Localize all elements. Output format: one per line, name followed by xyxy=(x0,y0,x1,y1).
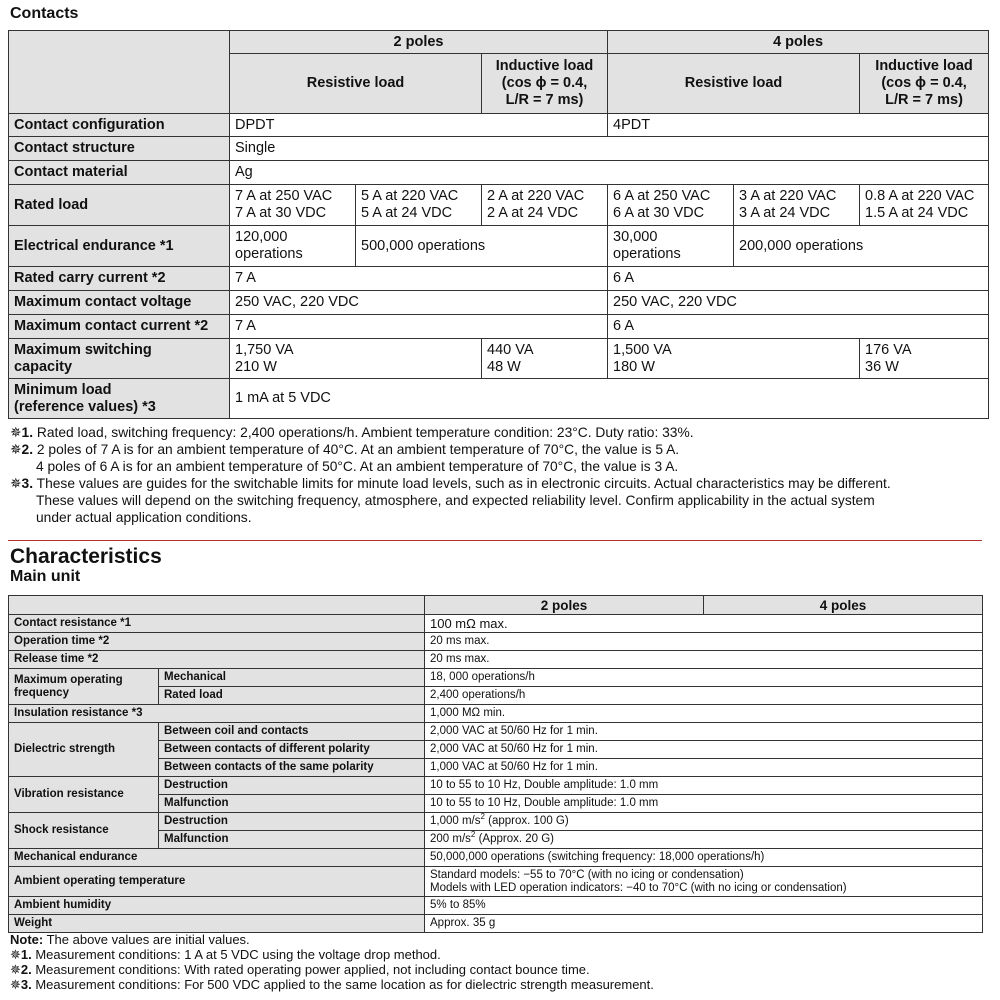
row-label: Shock resistance xyxy=(9,813,159,849)
label-line: (reference values) *3 xyxy=(14,398,156,415)
cell-value xyxy=(356,185,482,226)
header-4p-inductive xyxy=(860,54,989,114)
cell-value: Single xyxy=(230,137,989,161)
sub-label: Malfunction xyxy=(159,831,425,849)
cell-value xyxy=(425,867,983,897)
footnote-text: Measurement conditions: 1 A at 5 VDC using the voltage drop method. xyxy=(31,947,441,962)
footnote-mark: ✵3. xyxy=(10,476,34,491)
cell-line: 0.8 A at 220 VAC xyxy=(865,188,975,204)
cell-line: 3 A at 24 VDC xyxy=(739,205,831,221)
inductive-line: Inductive load xyxy=(495,58,594,74)
row-label xyxy=(9,669,159,705)
note xyxy=(10,932,995,947)
footnote-text: under actual application conditions. xyxy=(36,510,252,525)
footnote xyxy=(10,509,995,526)
cell-line: 120,000 xyxy=(235,229,288,245)
inductive-line: L/R = 7 ms) xyxy=(505,92,584,108)
footnote xyxy=(10,424,995,441)
row-label: Maximum contact voltage xyxy=(9,291,230,315)
cell-value xyxy=(425,813,983,831)
cell-value: 10 to 55 to 10 Hz, Double amplitude: 1.0 mm xyxy=(425,777,983,795)
characteristics-heading: Characteristics xyxy=(10,545,162,568)
label-line: frequency xyxy=(14,686,69,699)
cell-line: 176 VA xyxy=(865,341,912,358)
cell-line: 2 A at 24 VDC xyxy=(487,205,579,221)
main-unit-subheading: Main unit xyxy=(10,568,81,585)
label-line: Maximum operating xyxy=(14,673,123,686)
contacts-footnotes xyxy=(10,424,995,526)
sub-label: Rated load xyxy=(159,687,425,705)
header-2p-inductive xyxy=(482,54,608,114)
cell-line: 48 W xyxy=(487,358,521,375)
header-4p-resistive: Resistive load xyxy=(608,54,860,114)
cell-value: 1 mA at 5 VDC xyxy=(230,379,989,419)
cell-value: 10 to 55 to 10 Hz, Double amplitude: 1.0 mm xyxy=(425,795,983,813)
cell-line: operations xyxy=(613,246,681,262)
cell-value: 1,000 VAC at 50/60 Hz for 1 min. xyxy=(425,759,983,777)
cell-value: 20 ms max. xyxy=(425,633,983,651)
section-divider xyxy=(8,540,982,541)
footnote-mark: ✵1. xyxy=(10,947,32,962)
inductive-line: (cos ϕ = 0.4, xyxy=(501,75,588,91)
cell-line: 440 VA xyxy=(487,341,534,358)
cell-value: 20 ms max. xyxy=(425,651,983,669)
row-label: Contact resistance *1 xyxy=(9,615,425,633)
cell-value: 18, 000 operations/h xyxy=(425,669,983,687)
value-text: (Approx. 20 G) xyxy=(475,833,554,845)
inductive-line: (cos ϕ = 0.4, xyxy=(881,75,967,91)
footnote xyxy=(10,441,995,458)
footnote-text: 4 poles of 6 A is for an ambient temperature of 50°C. At an ambient temperature of 70°C, the value is 3 A. xyxy=(36,459,679,474)
footnote-text: Rated load, switching frequency: 2,400 operations/h. Ambient temperature condition: 23°C. Duty ratio: 33%. xyxy=(33,425,694,440)
cell-value: 7 A xyxy=(230,315,608,339)
inductive-line: L/R = 7 ms) xyxy=(885,92,963,108)
row-label xyxy=(9,339,230,379)
cell-value xyxy=(230,185,356,226)
cell-value xyxy=(608,339,860,379)
cell-line: 210 W xyxy=(235,358,277,375)
cell-line: 1.5 A at 24 VDC xyxy=(865,205,969,221)
sub-label: Between coil and contacts xyxy=(159,723,425,741)
row-label: Mechanical endurance xyxy=(9,849,425,867)
cell-value: 250 VAC, 220 VDC xyxy=(608,291,989,315)
row-label: Dielectric strength xyxy=(9,723,159,777)
cell-value: 200,000 operations xyxy=(734,226,989,267)
sub-label: Destruction xyxy=(159,777,425,795)
footnote xyxy=(10,475,995,492)
value-superscript: 2 xyxy=(470,830,476,840)
row-label: Release time *2 xyxy=(9,651,425,669)
cell-value: 1,000 MΩ min. xyxy=(425,705,983,723)
header-2p-resistive: Resistive load xyxy=(230,54,482,114)
row-label: Ambient operating temperature xyxy=(9,867,425,897)
header-4-poles: 4 poles xyxy=(608,31,989,54)
cell-line: 7 A at 30 VDC xyxy=(235,205,327,221)
cell-value: Ag xyxy=(230,161,989,185)
header-2-poles: 2 poles xyxy=(425,596,704,615)
footnote-mark: ✵1. xyxy=(10,425,34,440)
cell-value: Approx. 35 g xyxy=(425,915,983,933)
cell-line: Models with LED operation indicators: −40 to 70°C (with no icing or condensation) xyxy=(430,881,847,894)
cell-line: 3 A at 220 VAC xyxy=(739,188,837,204)
characteristics-footnotes xyxy=(10,932,995,992)
sub-label: Between contacts of the same polarity xyxy=(159,759,425,777)
note-mark: Note: xyxy=(10,932,44,947)
cell-line: 6 A at 30 VDC xyxy=(613,205,705,221)
row-label: Contact structure xyxy=(9,137,230,161)
row-label: Rated load xyxy=(9,185,230,226)
cell-value xyxy=(482,339,608,379)
footnote-text: These values will depend on the switching frequency, atmosphere, and expected reliability level. Confirm applicability in the actual system xyxy=(36,493,875,508)
cell-value: 5% to 85% xyxy=(425,897,983,915)
row-label xyxy=(9,379,230,419)
cell-line: operations xyxy=(235,246,303,262)
sub-label: Mechanical xyxy=(159,669,425,687)
footnote-mark: ✵3. xyxy=(10,977,32,992)
cell-value xyxy=(425,831,983,849)
cell-value xyxy=(860,339,989,379)
row-label: Contact material xyxy=(9,161,230,185)
cell-line: 30,000 xyxy=(613,229,658,245)
cell-value: 100 mΩ max. xyxy=(425,615,983,633)
value-text: (approx. 100 G) xyxy=(484,815,569,827)
label-line: Maximum switching xyxy=(14,341,152,358)
label-line: Minimum load xyxy=(14,381,112,398)
cell-value: 6 A xyxy=(608,315,989,339)
cell-value xyxy=(860,185,989,226)
row-label: Rated carry current *2 xyxy=(9,267,230,291)
contacts-table xyxy=(8,30,989,419)
footnote xyxy=(10,458,995,475)
row-label: Vibration resistance xyxy=(9,777,159,813)
cell-value: 500,000 operations xyxy=(356,226,608,267)
footnote xyxy=(10,977,995,992)
row-label: Electrical endurance *1 xyxy=(9,226,230,267)
sub-label: Between contacts of different polarity xyxy=(159,741,425,759)
header-corner xyxy=(9,31,230,114)
cell-line: 180 W xyxy=(613,358,655,375)
cell-value xyxy=(608,185,734,226)
value-text: 1,000 m/s xyxy=(430,815,481,827)
cell-line: 2 A at 220 VAC xyxy=(487,188,585,204)
cell-line: 36 W xyxy=(865,358,899,375)
footnote xyxy=(10,962,995,977)
cell-value: 2,000 VAC at 50/60 Hz for 1 min. xyxy=(425,741,983,759)
header-4-poles: 4 poles xyxy=(704,596,983,615)
footnote xyxy=(10,947,995,962)
footnote-text: Measurement conditions: With rated operating power applied, not including contact bounce time. xyxy=(31,962,590,977)
note-text: The above values are initial values. xyxy=(43,932,250,947)
cell-line: 1,500 VA xyxy=(613,341,672,358)
cell-line: 1,750 VA xyxy=(235,341,294,358)
sub-label: Malfunction xyxy=(159,795,425,813)
footnote-text: 2 poles of 7 A is for an ambient temperature of 40°C. At an ambient temperature of 70°C, the value is 5 A. xyxy=(33,442,680,457)
cell-line: Standard models: −55 to 70°C (with no icing or condensation) xyxy=(430,868,744,881)
cell-line: 7 A at 250 VAC xyxy=(235,188,333,204)
cell-value xyxy=(482,185,608,226)
row-label: Maximum contact current *2 xyxy=(9,315,230,339)
value-superscript: 2 xyxy=(480,812,485,822)
cell-value: 6 A xyxy=(608,267,989,291)
label-line: capacity xyxy=(14,358,73,375)
row-label: Ambient humidity xyxy=(9,897,425,915)
cell-value: 4PDT xyxy=(608,114,989,137)
header-corner xyxy=(9,596,425,615)
row-label: Operation time *2 xyxy=(9,633,425,651)
cell-line: 6 A at 250 VAC xyxy=(613,188,711,204)
cell-value: DPDT xyxy=(230,114,608,137)
cell-value xyxy=(230,226,356,267)
cell-value: 2,400 operations/h xyxy=(425,687,983,705)
characteristics-table xyxy=(8,595,983,933)
footnote-mark: ✵2. xyxy=(10,962,32,977)
cell-value: 50,000,000 operations (switching frequency: 18,000 operations/h) xyxy=(425,849,983,867)
contacts-heading: Contacts xyxy=(10,5,79,22)
row-label: Weight xyxy=(9,915,425,933)
cell-value xyxy=(734,185,860,226)
cell-value: 7 A xyxy=(230,267,608,291)
cell-value: 250 VAC, 220 VDC xyxy=(230,291,608,315)
cell-line: 5 A at 24 VDC xyxy=(361,205,453,221)
footnote-text: These values are guides for the switchable limits for minute load levels, such as in electronic circuits. Actual characteristics may be different. xyxy=(33,476,891,491)
cell-value: 2,000 VAC at 50/60 Hz for 1 min. xyxy=(425,723,983,741)
row-label: Insulation resistance *3 xyxy=(9,705,425,723)
row-label: Contact configuration xyxy=(9,114,230,137)
footnote-mark: ✵2. xyxy=(10,442,34,457)
header-2-poles: 2 poles xyxy=(230,31,608,54)
inductive-line: Inductive load xyxy=(875,58,973,74)
cell-value xyxy=(608,226,734,267)
cell-value xyxy=(230,339,482,379)
sub-label: Destruction xyxy=(159,813,425,831)
footnote xyxy=(10,492,995,509)
footnote-text: Measurement conditions: For 500 VDC applied to the same location as for dielectric strength measurement. xyxy=(31,977,654,992)
cell-line: 5 A at 220 VAC xyxy=(361,188,459,204)
value-text: 200 m/s xyxy=(430,833,471,845)
